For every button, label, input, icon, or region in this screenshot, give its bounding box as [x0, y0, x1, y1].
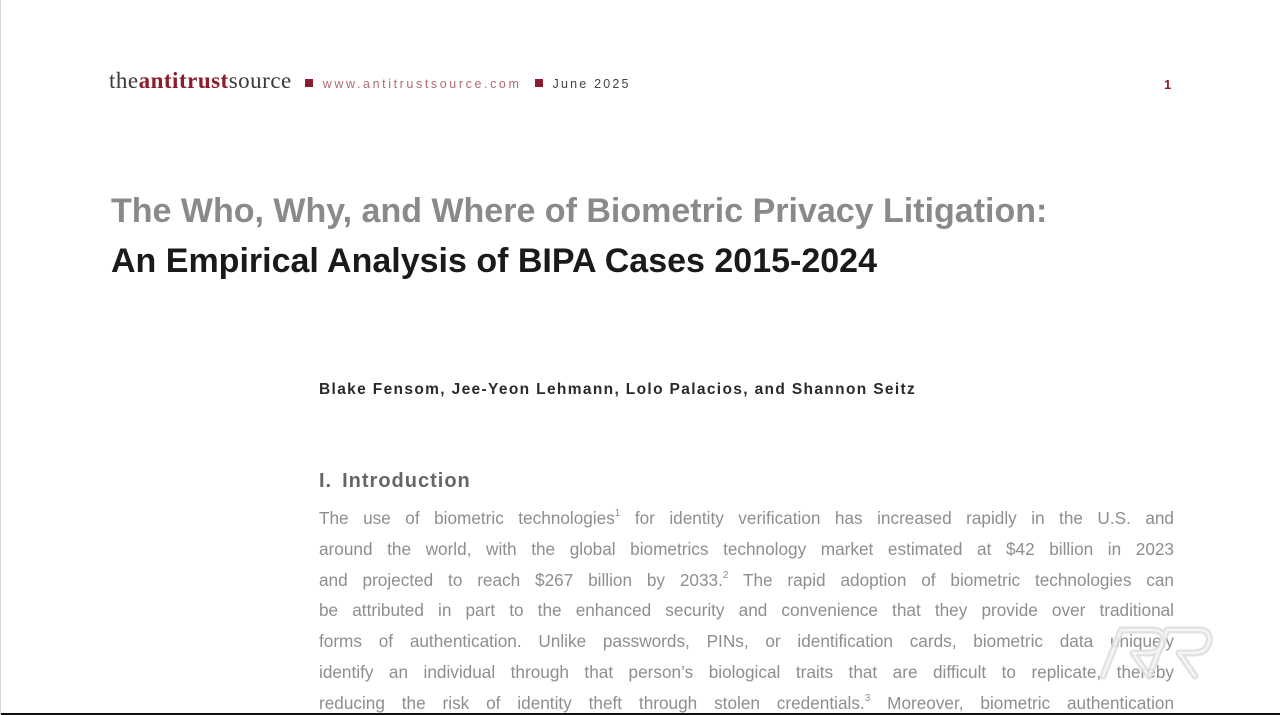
body-text-fragment: reducing the risk of identity theft through stolen credentials.: [319, 692, 865, 713]
body-text-fragment: Moreover, biometric authentication: [870, 692, 1174, 713]
body-text-fragment: and projected to reach $267 billion by 2033.: [319, 569, 723, 590]
body-text-fragment: for identity verification has increased rapidly in the U.S. and: [620, 508, 1174, 528]
header-date: June 2025: [552, 77, 631, 91]
body-line-1: [319, 503, 1174, 534]
body-line-2: around the world, with the global biometrics technology market estimated at $42 billion in 2023: [319, 538, 1174, 559]
separator-square-icon: [305, 79, 313, 87]
footnote-ref-2[interactable]: 2: [722, 569, 729, 581]
title-line-1: The Who, Why, and Where of Biometric Privacy Litigation:: [111, 192, 1048, 230]
author-list: Blake Fensom, Jee-Yeon Lehmann, Lolo Palacios, and Shannon Seitz: [319, 381, 917, 398]
masthead: [109, 68, 631, 94]
body-line-3: [319, 565, 1174, 596]
page-number: 1: [1164, 77, 1172, 92]
header-url: www.antitrustsource.com: [322, 77, 522, 91]
body-text-fragment: The rapid adoption of biometric technologies can: [728, 569, 1174, 590]
brand-logo: [109, 68, 292, 94]
brand-mid: antitrust: [138, 68, 229, 93]
body-line-7: [319, 688, 1174, 715]
section-number: I.: [319, 470, 333, 492]
body-paragraph: [319, 503, 1179, 715]
footnote-ref-1[interactable]: 1: [614, 508, 621, 520]
rr-logo-icon: [1091, 622, 1226, 682]
brand-prefix: the: [109, 68, 139, 93]
title-line-2: An Empirical Analysis of BIPA Cases 2015-2024: [111, 242, 877, 280]
section-title: Introduction: [342, 470, 471, 492]
section-heading: [319, 470, 471, 493]
footnote-ref-3[interactable]: 3: [864, 693, 871, 705]
body-line-6: identify an individual through that person’s biological traits that are difficult to replicate, thereby: [319, 661, 1174, 682]
body-line-5: forms of authentication. Unlike passwords, PINs, or identification cards, biometric data uniquely: [319, 631, 1174, 652]
body-text-fragment: The use of biometric technologies: [319, 508, 615, 528]
brand-suffix: source: [228, 68, 292, 93]
paper-title: [111, 186, 1047, 286]
body-line-4: be attributed in part to the enhanced security and convenience that they provide over traditional: [319, 600, 1174, 621]
separator-square-icon: [535, 79, 543, 87]
